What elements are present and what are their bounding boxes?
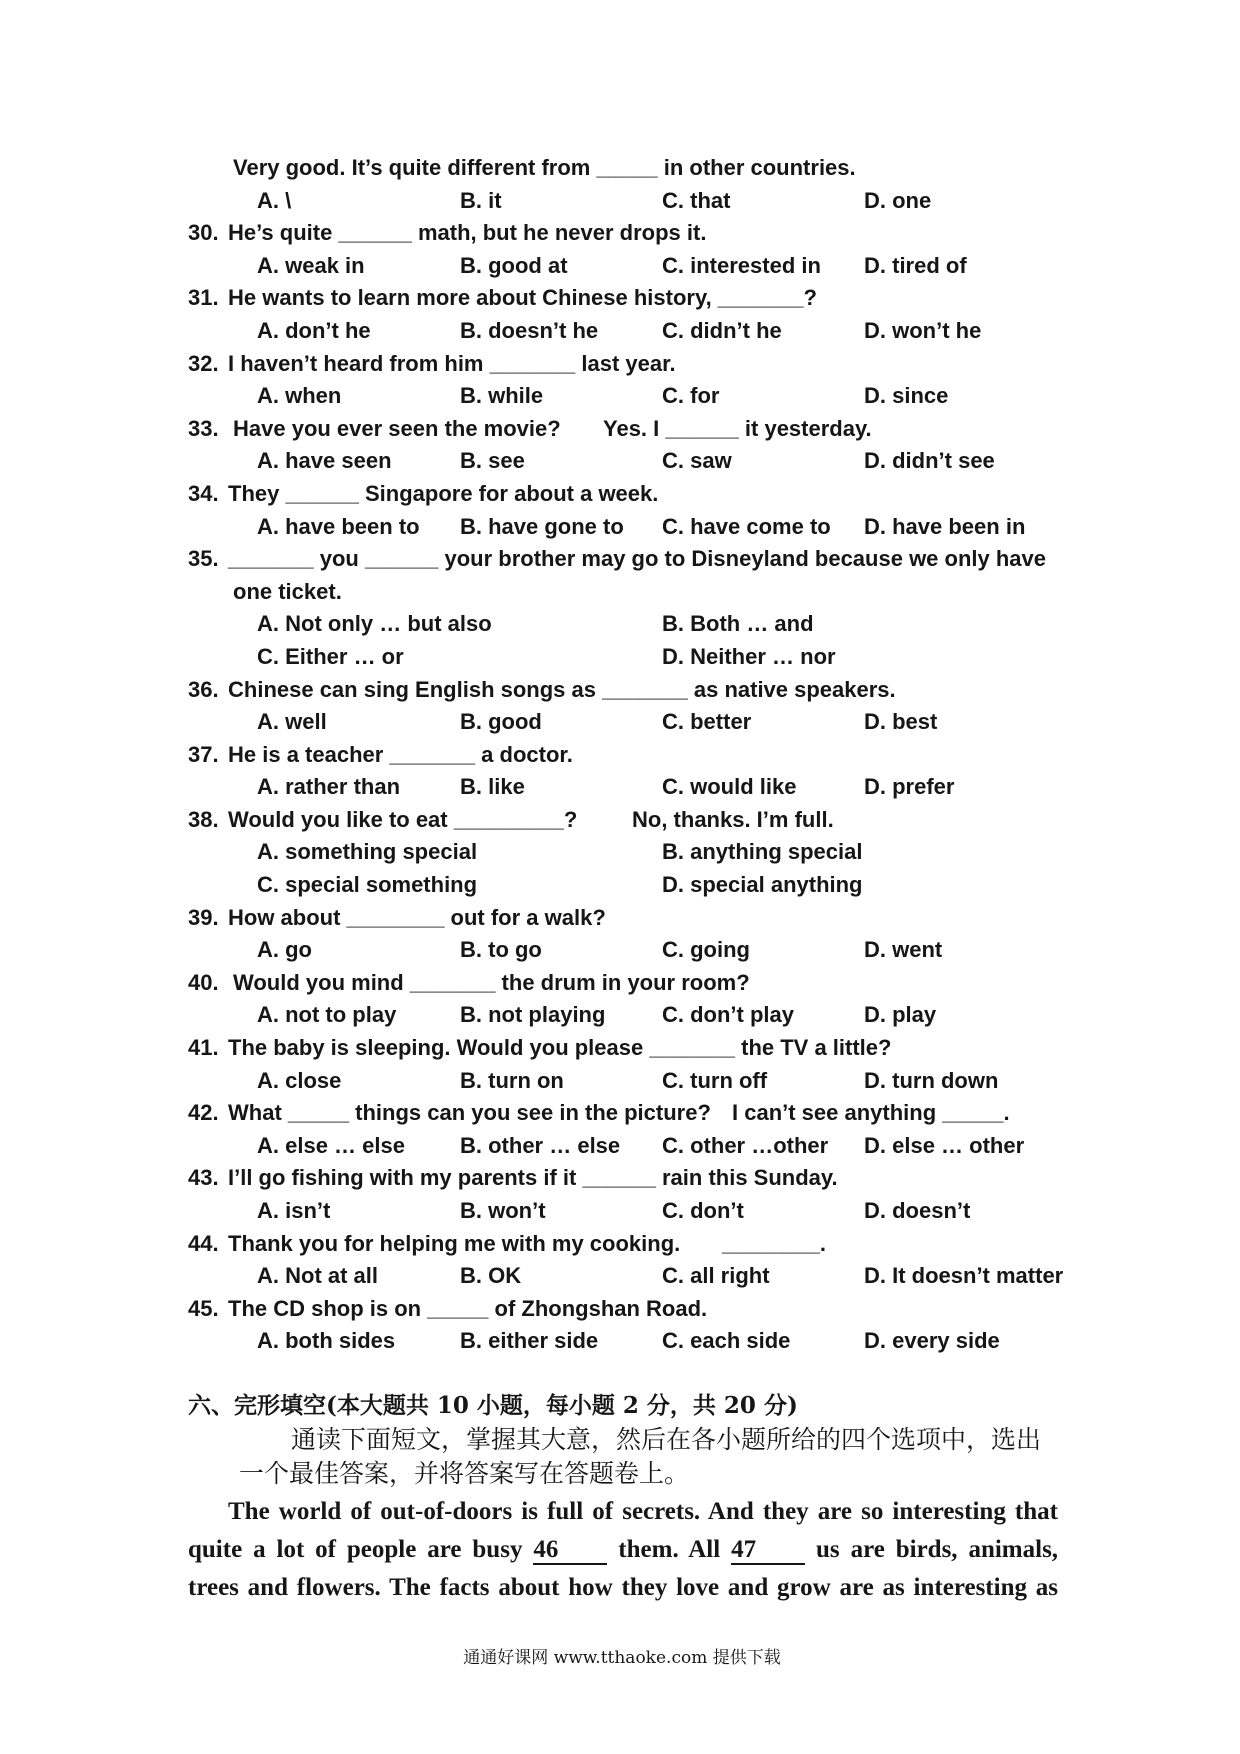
question-33-stem-line [0, 413, 1240, 446]
question-35-options-row-2 [0, 641, 1240, 674]
option-d: D. prefer [864, 774, 955, 800]
option-a: A. \ [257, 187, 292, 213]
question-44-stem-line [0, 1228, 1240, 1261]
question-41-options [0, 1065, 1240, 1098]
option-b: B. doesn’t he [460, 317, 599, 343]
question-number: 33. [188, 415, 219, 441]
question-number: 41. [188, 1035, 219, 1061]
option-a: A. Not only … but also [257, 611, 492, 637]
passage-text: quite a lot of people are busy [188, 1536, 523, 1563]
multiple-choice-section [0, 152, 1240, 1358]
question-number: 42. [188, 1100, 219, 1126]
question-43-stem-line [0, 1162, 1240, 1195]
option-c: C. don’t [662, 1198, 744, 1223]
question-43-options [0, 1195, 1240, 1228]
question-stem: The baby is sleeping. Would you please _______ the TV a little? [228, 1035, 892, 1061]
option-a: A. not to play [257, 1002, 397, 1028]
question-stem: Chinese can sing English songs as _______ as native speakers. [228, 676, 896, 702]
question-stem: He is a teacher _______ a doctor. [228, 741, 573, 767]
option-d: D. play [864, 1002, 937, 1028]
question-36-options [0, 706, 1240, 739]
question-number: 37. [188, 741, 219, 767]
option-b: B. good at [460, 252, 568, 278]
option-c: C. each side [662, 1328, 791, 1354]
question-35-stem-line [0, 543, 1240, 576]
question-stem: Thank you for helping me with my cooking. [228, 1230, 681, 1256]
option-d: D. since [864, 383, 949, 409]
option-b: B. won’t [460, 1198, 546, 1223]
option-c: C. better [662, 709, 752, 735]
option-d: D. It doesn’t matter [864, 1263, 1064, 1289]
option-d: D. tired of [864, 252, 967, 278]
option-b: B. it [460, 187, 502, 213]
cloze-instruction-line-1: 通读下面短文，掌握其大意，然后在各小题所给的四个选项中，选出 [291, 1425, 1042, 1454]
question-stem: _______ you ______ your brother may go to Disneyland because we only have [228, 546, 1047, 572]
option-c: C. turn off [662, 1067, 768, 1093]
question-stem: Have you ever seen the movie? [233, 415, 561, 441]
option-a: A. else … else [257, 1132, 405, 1158]
option-b: B. either side [460, 1328, 599, 1354]
option-d: D. doesn’t [864, 1198, 971, 1223]
cloze-instruction-line-2: 一个最佳答案，并将答案写在答题卷上。 [239, 1459, 690, 1488]
option-a: A. have been to [257, 513, 420, 539]
option-c: C. all right [662, 1263, 770, 1289]
question-number: 39. [188, 904, 219, 930]
option-c: C. don’t play [662, 1002, 794, 1028]
question-number: 31. [188, 285, 219, 311]
question-number: 44. [188, 1230, 219, 1256]
answer-reply: No, thanks. I’m full. [632, 806, 834, 832]
question-41-stem-line [0, 1032, 1240, 1065]
question-number: 36. [188, 676, 219, 702]
cloze-blank-46: 46 [533, 1537, 607, 1565]
passage-line-3: trees and flowers. The facts about how they love and grow are as interesting as [188, 1574, 1058, 1601]
question-39-stem-line [0, 902, 1240, 935]
question-34-stem-line [0, 478, 1240, 511]
option-c: C. for [662, 383, 720, 409]
option-c: C. Either … or [257, 643, 404, 669]
question-40-stem-line [0, 967, 1240, 1000]
answer-reply: Yes. I ______ it yesterday. [603, 415, 872, 441]
option-a: A. don’t he [257, 317, 371, 343]
question-number: 34. [188, 480, 219, 506]
option-d: D. best [864, 709, 938, 735]
option-b: B. to go [460, 937, 542, 963]
option-d: D. didn’t see [864, 448, 995, 474]
question-39-options [0, 934, 1240, 967]
option-a: A. isn’t [257, 1198, 331, 1223]
question-32-stem-line [0, 348, 1240, 381]
option-c: C. didn’t he [662, 317, 782, 343]
option-a: A. rather than [257, 774, 401, 800]
option-b: B. good [460, 709, 542, 735]
question-42-stem-line [0, 1097, 1240, 1130]
question-stem: Very good. It’s quite different from _____ in other countries. [233, 155, 856, 180]
question-38-options-row-2 [0, 869, 1240, 902]
question-37-options [0, 771, 1240, 804]
option-d: D. Neither … nor [662, 643, 836, 669]
option-d: D. one [864, 187, 932, 213]
passage-line-2 [188, 1532, 1058, 1568]
option-b: B. not playing [460, 1002, 606, 1028]
question-stem-continued: one ticket. [233, 578, 342, 604]
question-number: 38. [188, 806, 219, 832]
option-b: B. see [460, 448, 525, 474]
option-a: A. Not at all [257, 1263, 379, 1289]
question-stem: I’ll go fishing with my parents if it ______ rain this Sunday. [228, 1165, 838, 1191]
option-c: C. saw [662, 448, 732, 474]
question-45-options [0, 1325, 1240, 1358]
option-a: A. both sides [257, 1328, 396, 1354]
question-number: 40. [188, 969, 219, 995]
option-c: C. special something [257, 872, 478, 898]
passage-text: them. All [618, 1536, 721, 1563]
option-d: D. special anything [662, 872, 863, 898]
cloze-section-heading: 六、完形填空(本大题共 10 小题，每小题 2 分，共 20 分) [188, 1392, 798, 1419]
option-a: A. go [257, 937, 312, 963]
option-b: B. other … else [460, 1132, 621, 1158]
question-stem: They ______ Singapore for about a week. [228, 480, 659, 506]
option-c: C. interested in [662, 252, 821, 278]
option-d: D. won’t he [864, 317, 982, 343]
question-number: 35. [188, 546, 219, 572]
option-d: D. have been in [864, 513, 1026, 539]
question-44-options [0, 1260, 1240, 1293]
question-number: 30. [188, 220, 219, 246]
option-b: B. while [460, 383, 544, 409]
question-stem: Would you like to eat _________? [228, 806, 578, 832]
question-stem: Would you mind _______ the drum in your room? [233, 969, 750, 995]
question-31-stem-line [0, 282, 1240, 315]
question-35-stem-continued [0, 576, 1240, 609]
question-34-options [0, 511, 1240, 544]
option-b: B. OK [460, 1263, 522, 1289]
option-b: B. have gone to [460, 513, 624, 539]
passage-line-1: The world of out-of-doors is full of secrets. And they are so interesting that [228, 1498, 1058, 1525]
option-a: A. something special [257, 839, 478, 865]
question-38-options-row-1 [0, 836, 1240, 869]
question-stem: How about ________ out for a walk? [228, 904, 606, 930]
question-stem: I haven’t heard from him _______ last year. [228, 350, 676, 376]
passage-text: us are birds, animals, [816, 1536, 1059, 1563]
option-c: C. other …other [662, 1132, 829, 1158]
option-c: C. would like [662, 774, 797, 800]
option-d: D. every side [864, 1328, 1000, 1354]
option-b: B. like [460, 774, 525, 800]
question-32-options [0, 380, 1240, 413]
option-b: B. anything special [662, 839, 863, 865]
option-a: A. weak in [257, 252, 365, 278]
question-31-options [0, 315, 1240, 348]
question-35-options-row-1 [0, 608, 1240, 641]
answer-reply: ________. [722, 1230, 826, 1256]
question-stem: He wants to learn more about Chinese history, _______? [228, 285, 817, 311]
question-42-options [0, 1130, 1240, 1163]
cloze-blank-47: 47 [731, 1537, 805, 1565]
answer-reply: I can’t see anything _____. [732, 1100, 1010, 1126]
question-40-options [0, 999, 1240, 1032]
option-c: C. that [662, 187, 731, 213]
option-b: B. turn on [460, 1067, 564, 1093]
option-a: A. close [257, 1067, 342, 1093]
question-36-stem-line [0, 674, 1240, 707]
question-number: 45. [188, 1295, 219, 1321]
option-a: A. when [257, 383, 342, 409]
question-33-options [0, 445, 1240, 478]
question-stem: He’s quite ______ math, but he never drops it. [228, 220, 707, 246]
question-38-stem-line [0, 804, 1240, 837]
option-b: B. Both … and [662, 611, 814, 637]
option-a: A. well [257, 709, 327, 735]
question-37-stem-line [0, 739, 1240, 772]
option-c: C. going [662, 937, 750, 963]
question-29-options [0, 185, 1240, 218]
question-30-options [0, 250, 1240, 283]
question-number: 32. [188, 350, 219, 376]
question-45-stem-line [0, 1293, 1240, 1326]
question-30-stem-line [0, 217, 1240, 250]
page-footer: 通通好课网 www.tthaoke.com 提供下载 [463, 1648, 781, 1668]
question-stem: What _____ things can you see in the picture? [228, 1100, 711, 1126]
option-c: C. have come to [662, 513, 831, 539]
option-a: A. have seen [257, 448, 392, 474]
option-d: D. turn down [864, 1067, 999, 1093]
question-number: 43. [188, 1165, 219, 1191]
option-d: D. else … other [864, 1132, 1025, 1158]
question-29-stem-line [0, 152, 1240, 185]
option-d: D. went [864, 937, 943, 963]
question-stem: The CD shop is on _____ of Zhongshan Road. [228, 1295, 708, 1321]
